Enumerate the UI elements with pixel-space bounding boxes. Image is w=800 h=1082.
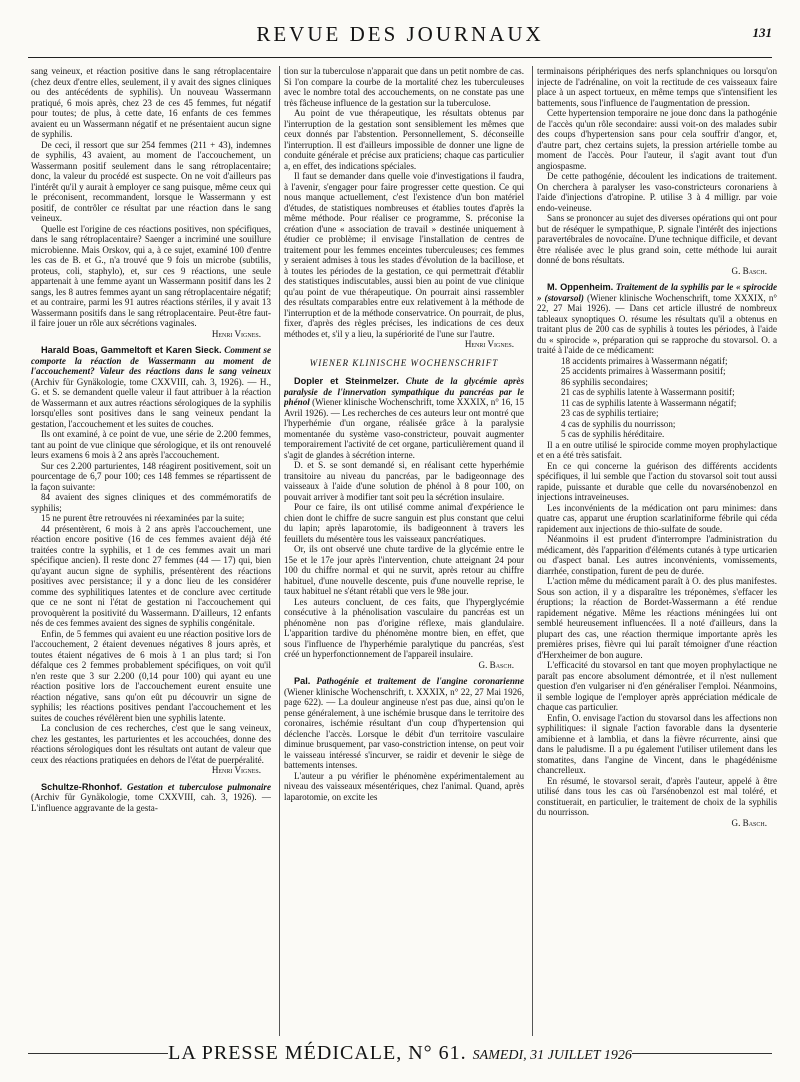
running-footer: [28, 1042, 772, 1066]
header-title: REVUE DES JOURNAUX: [256, 22, 544, 46]
article-title: Traitement de la syphilis par le « spirocide » (stovarsol): [537, 282, 777, 303]
signature: Henri Vignes.: [211, 328, 261, 339]
paragraph: De ceci, il ressort que sur 254 femmes (211 + 43), indemnes de syphilis, 43 avaient, au moment de l'accouchement, un Wassermann positif seulement dans le sang rétroplacentaire; donc, la valeur du procédé est suspecte. On ne voit d'ailleurs pas l'intérêt qu'il y aurait à employer ce sang puisque, même ceux qui le préconisent, recommandent, lorsque le Wassermann y est positif, de contrôler ce résultat par une réaction dans le sang veineux.: [31, 139, 271, 223]
signature: Henri Vignes.: [464, 339, 514, 349]
section-heading: WIENER KLINISCHE WOCHENSCHRIFT: [309, 357, 499, 368]
paragraph: Les inconvénients de la médication ont paru minimes: dans quatre cas, apparut une éruption scarlatiniforme fébrile qui céda rapidement aux injections de thio-sulfate de soude.: [537, 502, 777, 534]
column-left: [31, 66, 271, 1036]
list-item: 4 cas de syphilis du nourrisson;: [561, 418, 676, 429]
signature: G. Basch.: [731, 817, 767, 828]
article-authors: Harald Boas, Gammeltoft et Karen Sieck.: [41, 345, 222, 355]
article-source: (Archiv für Gynäkologie, tome CXXVIII, cah. 3, 1926). — L'influence aggravante de la gesta-: [31, 792, 271, 813]
paragraph: L'auteur a pu vérifier le phénomène expérimentalement au niveau des vaisseaux mésentériques, chez l'animal. Quand, après laparotomie, on excite les: [284, 770, 524, 802]
article-authors: Pal.: [294, 676, 311, 686]
paragraph: terminaisons périphériques des nerfs splanchniques ou lorsqu'on injecte de l'adrénaline, on voit la rectitude de ces vaisseaux faire place à un aspect tortueux, en même temps que s'intensifient les battements, sous l'influence de l'augmentation de pression.: [537, 66, 777, 108]
paragraph: Enfin, O. envisage l'action du stovarsol dans les affections non syphilitiques: il signale l'action favorable dans la dysenterie amibienne et à lamblia, et dans la fièvre récurrente, ainsi que dans le paludisme. Il a pu également l'utiliser utilement dans les stomatites, dans l'angine de Vincent, dans le phagédénisme chancrelleux.: [537, 712, 777, 775]
list-item: 18 accidents primaires à Wassermann négatif;: [561, 355, 728, 366]
paragraph: Cette hypertension temporaire ne joue donc dans la pathogénie de l'accès qu'un rôle secondaire: aussi voit-on des malades subir des coups d'hypertension sans pour cela souffrir d'angor, et, d'autre part, chez certains sujets, la pression artérielle tombe au moment de l'accès. Pour l'auteur, il s'agit avant tout d'un angiospasme.: [537, 108, 777, 171]
column-middle: [284, 66, 524, 1036]
paragraph: De cette pathogénie, découlent les indications de traitement. On cherchera à paralyser les vaso-constricteurs coronariens à l'aide d'injections d'atropine. P. utilise 3 à 4 milligr. par voie endo-veineuse.: [537, 171, 777, 213]
signature: Henri Vignes.: [211, 765, 261, 775]
list-item: 5 cas de syphilis héréditaire.: [561, 429, 665, 439]
footer-date: SAMEDI, 31 JUILLET 1926: [472, 1048, 632, 1063]
column-divider: [532, 66, 533, 1036]
paragraph: Enfin, de 5 femmes qui avaient eu une réaction positive lors de l'accouchement, 2 étaient devenues négatives 8 jours après, et toutes étaient négatives de 6 mois à 1 an plus tard; si l'on défalque ces 2 femmes probablement spécifiques, on voit qu'il n'en reste que 3 sur 2.200 (0,14 pour 100) qui ayant eu une réaction positive lors de l'accouchement eurent ensuite une réaction négative, sans qu'on eût pu découvrir un signe de syphilis; les réactions positives pendant l'accouchement et les suites de couches révélèrent bien une syphilis latente.: [31, 628, 271, 723]
article-source: (Wiener klinische Wochenschrift, tome XXXIX, n° 22, 27 Mai 1926). — Dans cet article illustré de nombreux tableaux synoptiques O. résume les résultats qu'il a obtenus en traitant plus de 200 cas de syphilis à toutes les périodes, à l'aide du « spirocide », préparation qui se rapproche du stovarsol. O. a traité à l'aide de ce médicament:: [537, 292, 777, 355]
paragraph: Pour ce faire, ils ont utilisé comme animal d'expérience le chien dont le chiffre de sucre sanguin est plus constant que celui du lapin; après laparotomie, ils badigeonnent à travers les feuillets du mésentère tous les vaisseaux pancréatiques.: [284, 502, 524, 544]
footer-journal: LA PRESSE MÉDICALE, N° 61.: [168, 1042, 467, 1064]
article-title: Comment se comporte la réaction de Wassermann au moment de l'accouchement? Valeur des réactions dans le sang veineux: [31, 345, 271, 376]
paragraph: Au point de vue thérapeutique, les résultats obtenus par l'interruption de la gestation sont sensiblement les mêmes que ceux donnés par l'abstention. Personnellement, S. déconseille l'interruption. Il est d'ailleurs impossible de donner une ligne de conduite générale et précise aux praticiens; chaque cas particulier a, en effet, des indications spéciales.: [284, 108, 524, 171]
article-authors: M. Oppenheim.: [547, 282, 614, 292]
paragraph: 15 ne purent être retrouvées ni réexaminées par la suite;: [41, 513, 245, 523]
article-authors: Schultze-Rhonhof.: [41, 781, 123, 792]
article-heading: [31, 345, 271, 429]
paragraph: Ils ont examiné, à ce point de vue, une série de 2.200 femmes, tant au point de vue clinique que sérologique, et ils ont renouvelé leurs examens 6 mois à 2 ans après l'accouchement.: [31, 429, 271, 460]
paragraph: 44 présentèrent, 6 mois à 2 ans après l'accouchement, une réaction encore positive (16 de ces femmes avaient déjà été traitées contre la syphilis, et 1 de ces femmes avait un mari spécifique ancien). Il reste donc 27 femmes (44 — 17) qui, bien qu'ayant aucun signe de syphilis, présentèrent des réactions positives avec persistance; il y a donc lieu de les considérer comme des syphilitiques latentes et de conclure avec certitude que ce ne sont ni l'état de gestation ni l'accouchement qui provoquèrent la positivité du Wassermann. D'ailleurs, 12 enfants nés de ces femmes avaient des signes de syphilis congénitale.: [31, 523, 271, 628]
article-title: Pathogénie et traitement de l'angine coronarienne: [316, 676, 524, 686]
paragraph: sang veineux, et réaction positive dans le sang rétroplacentaire (chez deux d'entre elles, seulement, il y avait des signes cliniques ou des antécédents de syphilis). Un nouveau Wassermann pratiqué, 6 mois après, chez 23 de ces 45 femmes, fut négatif pour toutes; de plus, à cette date, 16 enfants de ces femmes avaient eu un Wassermann négatif et ne présentaient aucun signe de syphilis.: [31, 66, 271, 139]
paragraph: La conclusion de ces recherches, c'est que le sang veineux, chez les gestantes, les parturientes et les accouchées, donne des réactions sérologiques dont les résultats ont autant de valeur que ceux des réactions pratiquées en dehors de l'état de puerpéralité.: [31, 723, 271, 765]
running-header: [28, 22, 772, 56]
article-heading: [284, 676, 524, 771]
signature: G. Basch.: [478, 659, 514, 670]
paragraph: L'action même du médicament paraît à O. des plus manifestes. Sous son action, il y a disparaître les tréponèmes, s'effacer les éruptions; la réaction de Bordet-Wassermann a été rendue rapidement négative. Même les réactions méningées lui ont semblé heureusement influencées. Il a noté d'ailleurs, dans la plupart des cas, une réaction thermique importante après les premières prises, fièvre qui lui paraît témoigner d'une réaction d'Herxheimer de bon augure.: [537, 576, 777, 660]
paragraph: 84 avaient des signes cliniques et des commémoratifs de syphilis;: [31, 492, 271, 513]
article-title: Chute de la glycémie après paralysie de l'innervation sympathique du pancréas par le phénol: [284, 376, 524, 407]
paragraph: Or, ils ont observé une chute tardive de la glycémie entre le 15e et le 17e jour après l'intervention, chute atteignant 24 pour 100 du chiffre normal et qui ne survit, après retour au chiffre habituel, d'une nouvelle descente, puis d'une nouvelle reprise, le taux habituel ne s'étant rétabli que vers le 98e jour.: [284, 544, 524, 596]
case-list: [537, 356, 777, 440]
article-heading: [31, 782, 271, 814]
article-authors: Dopler et Steinmelzer.: [294, 376, 399, 386]
article-source: (Wiener klinische Wochenschrift, tome XXXIX, n° 16, 15 Avril 1926). — Les recherches de ces auteurs leur ont montré que l'hyperhémie d'un organe, réalisée grâce à la paralysie momentanée du système vaso-constricteur, pouvait augmenter temporairement l'activité de cet organe, particulièrement quand il s'agit de glandes à sécrétion interne.: [284, 397, 524, 460]
paragraph: En résumé, le stovarsol serait, d'après l'auteur, appelé à être utilisé dans tous les cas où l'arsénobenzol est mal toléré, et constituerait, en particulier, le traitement de choix de la syphilis du nourrisson.: [537, 775, 777, 817]
article-heading: [537, 282, 777, 356]
paragraph: Il a en outre utilisé le spirocide comme moyen prophylactique et en a été très satisfait.: [537, 439, 777, 460]
column-divider: [279, 66, 280, 1036]
article-title: Gestation et tuberculose pulmonaire: [127, 781, 271, 792]
paragraph: Sans se prononcer au sujet des diverses opérations qui ont pour but de réséquer le sympathique, P. signale l'intérêt des injections paravertébrales de novocaïne. D'une technique difficile, et devant être réalisée avec le plus grand soin, cette méthode lui aurait donné de bons résultats.: [537, 213, 777, 265]
paragraph: Sur ces 2.200 parturientes, 148 réagirent positivement, soit un pourcentage de 6,7 pour 100; ces 148 femmes se répartissent de la façon suivante:: [31, 460, 271, 492]
list-item: 86 syphilis secondaires;: [561, 376, 648, 387]
article-heading: [284, 376, 524, 460]
list-item: 11 cas de syphilis latente à Wassermann négatif;: [561, 397, 737, 408]
paragraph: En ce qui concerne la guérison des différents accidents spécifiques, il lui semble que l'action du stovarsol soit tout aussi rapide, puissante et durable que celle du novarsénobenzol en injections intraveineuses.: [537, 460, 777, 502]
article-source: (Wiener klinische Wochenschrift, t. XXXIX, n° 22, 27 Mai 1926, page 622). — La douleur angineuse n'est pas due, ainsi qu'on le pense généralement, à une ischémie brusque dans le territoire des coronaires, ischémie résultant d'un coup d'hypertension qui déclenche l'accès. Lorsque le débit d'un territoire vasculaire diminue brusquement, par vaso-constriction intense, on peut voir le vaisseau intéressé s'incurver, se raidir et devenir le siège de battements intenses.: [284, 686, 524, 770]
signature: G. Basch.: [731, 265, 767, 276]
paragraph: tion sur la tuberculose n'apparait que dans un petit nombre de cas. Si l'on compare la courbe de la mortalité chez les tuberculeuses avec le nombre total des accouchements, on ne constate pas une très fâcheuse influence de la gestation sur la tuberculose.: [284, 66, 524, 108]
list-item: 23 cas de syphilis tertiaire;: [561, 408, 659, 418]
list-item: 21 cas de syphilis latente à Wassermann positif;: [561, 387, 735, 397]
paragraph: Quelle est l'origine de ces réactions positives, non spécifiques, dans le sang rétroplacentaire? Saenger a incriminé une souillure microbienne. Mais Orskov, qui a, à ce sujet, examiné 100 d'entre les cas de B. et G., n'a trouvé que 9 fois un microbe (subtilis, proteus, coli, staphylo), et, sur ces 9 réactions, une seule appartenait à une femme ayant un Wassermann positif dans les 2 sangs, les 8 autres femmes ayant un sang rétroplacentaire négatif; et au contraire, parmi les 91 autres réactions stériles, il y avait 13 Wassermann positifs dans le sang rétroplacentaire. Peut-être faut-il faire jouer un rôle aux sécrétions vaginales.: [31, 223, 271, 328]
page-number: 131: [752, 25, 772, 40]
article-source: (Archiv für Gynäkologie, tome CXXVIII, cah. 3, 1926). — H., G. et S. se demandent quelle valeur il faut attribuer à la réaction de Wassermann et aux autres réactions sérologiques de la syphilis lorsqu'elles sont positives dans le sang veineux pendant la gestation, l'accouchement et les suites de couches.: [31, 376, 271, 429]
header-rule: [28, 57, 772, 58]
paragraph: Il faut se demander dans quelle voie d'investigations il faudra, à l'avenir, s'engager pour faire progresser cette question. Ce qui nous manque actuellement, c'est l'existence d'un bon matériel d'études, de statistiques nombreuses et établies toutes d'après la même méthode. Pour réaliser ce programme, S. préconise la création d'une « association de travail » destinée uniquement à étudier ce problème; il envisage l'installation de centres de traitement pour les femmes enceintes tuberculeuses; ces femmes y seraient admises à tous les stades d'évolution de la bacillose, et à toutes les périodes de la gestation, ce qui permettrait d'établir des statistiques indiscutables, aussi bien au point de vue clinique qu'au point de vue thérapeutique. On pourrait ainsi rassembler des résultats comparables entre eux relativement à la méthode de l'interruption et de la méthode conservatrice. On pourrait, de plus, fixer, d'après des règles précises, les indications de ces deux méthodes et, s'il y a lieu, la supériorité de l'une sur l'autre.: [284, 171, 524, 339]
paragraph: Néanmoins il est prudent d'interrompre l'administration du médicament, dès l'apparition d'éléments cutanés à type urticarien ou d'aspect banal. Les autres inconvénients, vomissements, diarrhée, constipation, furent de peu de durée.: [537, 534, 777, 576]
column-right: [537, 66, 777, 1036]
paragraph: D. et S. se sont demandé si, en réalisant cette hyperhémie transitoire au niveau du pancréas, par le badigeonnage des vaisseaux à l'aide d'une solution de phénol à 8 pour 100, on pouvait arriver à modifier tant soit peu la sécrétion insulaire.: [284, 460, 524, 502]
paragraph: Les auteurs concluent, de ces faits, que l'hyperglycémie consécutive à la phénolisation vasculaire du pancréas est un phénomène non pas d'origine réflexe, mais glandulaire. L'apparition tardive du phénomène montre bien, en effet, que sous l'influence de l'hyperhémie paralytique du pancréas, s'est créé un hyperfonctionnement de l'appareil insulaire.: [284, 596, 524, 659]
list-item: 25 accidents primaires à Wassermann positif;: [561, 366, 726, 376]
paragraph: L'efficacité du stovarsol en tant que moyen prophylactique ne paraît pas encore absolument démontrée, et il n'est nullement question d'en vulgariser ni d'en généraliser l'emploi. Néanmoins, il semble logique de l'employer après appréciation médicale de chaque cas particulier.: [537, 660, 777, 712]
